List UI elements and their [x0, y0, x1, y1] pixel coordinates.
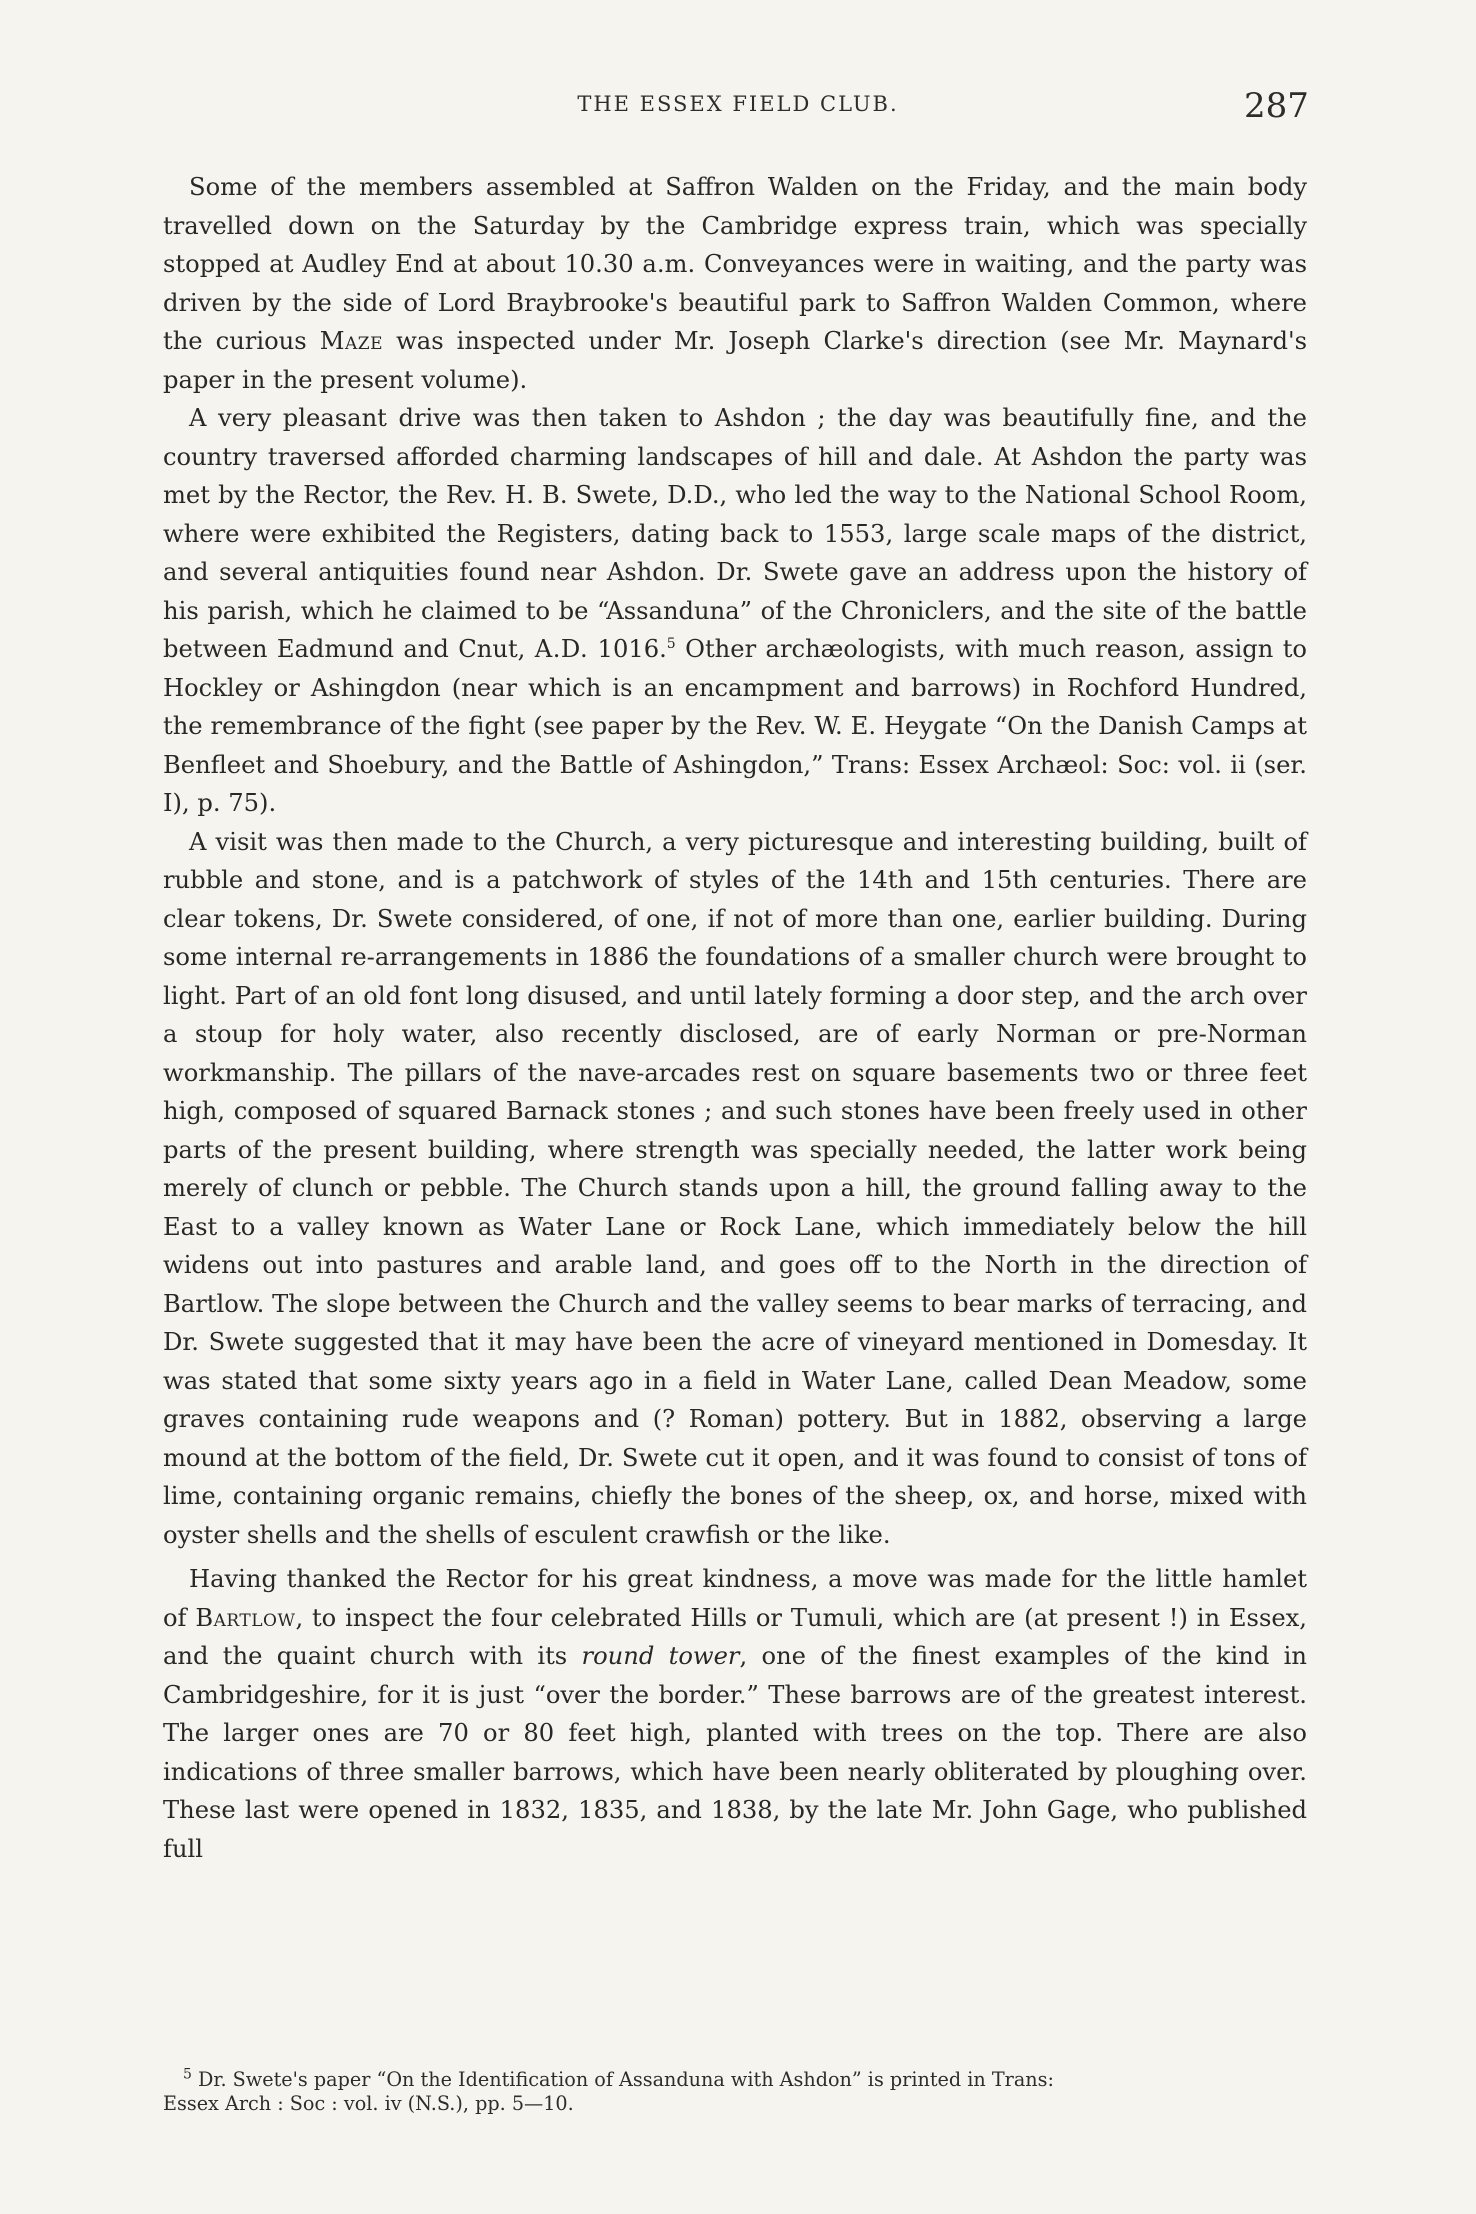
body-text	[163, 168, 1307, 1868]
p4-text-a: Having thanked the Rector for his great kindness, a move was made for the little hamlet of	[163, 1565, 1307, 1632]
p1-text-a: Some of the members assembled at Saffron Walden on the Friday, and the main body travelled down on the Saturday by the Cambridge express train, which was specially stopped at Audley End at about 10.30 a.m. Conveyances were in waiting, and the party was driven by the side of Lord Braybrooke's beautiful park to Saffron Walden Common, where the curious	[163, 173, 1307, 355]
footnote-marker: 5	[183, 2066, 192, 2083]
p4-bartlow: Bartlow	[195, 1603, 296, 1632]
paragraph-1	[163, 168, 1307, 399]
p4-round-tower: round tower	[581, 1642, 740, 1670]
footnote-text-1: Dr. Swete's paper “On the Identification of Assanduna with Ashdon” is printed in Trans:	[191, 2068, 1054, 2091]
paragraph-2	[163, 399, 1307, 823]
p4-text-b: , to inspect the four celebrated Hills or Tumuli, which are (at present !) in Essex, and the quaint church with its	[163, 1603, 1307, 1670]
p4-text-c: , one of the finest examples of the kind in Cambridgeshire, for it is just “over the border.” These barrows are of the greatest interest. The larger ones are 70 or 80 feet high, planted with trees on the top. There are also indications of three smaller barrows, which have been nearly obliterated by ploughing over. These last were opened in 1832, 1835, and 1838, by the late Mr. John Gage, who published full	[163, 1642, 1307, 1863]
footnote	[163, 2068, 1307, 2116]
running-title: THE ESSEX FIELD CLUB.	[577, 92, 899, 116]
footnote-line-1	[163, 2068, 1307, 2092]
footnote-ref: 5	[666, 635, 676, 652]
paragraph-4	[163, 1560, 1307, 1868]
p2-text-a: A very pleasant drive was then taken to Ashdon ; the day was beautifully fine, and the country traversed afforded charming landscapes of hill and dale. At Ashdon the party was met by the Rector, the Rev. H. B. Swete, D.D., who led the way to the National School Room, where were exhibited the Registers, dating back to 1553, large scale maps of the district, and several antiquities found near Ashdon. Dr. Swete gave an address upon the history of his parish, which he claimed to be “Assanduna” of the Chroniclers, and the site of the battle between Eadmund and Cnut,	[163, 404, 1307, 663]
p2-ad: A.D.	[534, 635, 589, 663]
p2-text-c: Other archæologists, with much reason, assign to Hockley or Ashingdon (near which is an encampment and barrows) in Rochford Hundred, the remembrance of the fight (see paper by the Rev. W. E. Heygate “On the Danish Camps at Benfleet and Shoebury, and the Battle of Ashingdon,” Trans: Essex Archæol: Soc: vol. ii (ser. I), p. 75).	[163, 635, 1307, 817]
p1-text-b: was inspected under Mr. Joseph Clarke's direction (see Mr. Maynard's paper in the present volume).	[163, 327, 1308, 394]
footnote-text-2: Essex Arch : Soc : vol. iv (N.S.), pp. 5—10.	[163, 2092, 574, 2115]
paragraph-3: A visit was then made to the Church, a very picturesque and interesting building, built of rubble and stone, and is a patchwork of styles of the 14th and 15th centuries. There are clear tokens, Dr. Swete considered, of one, if not of more than one, earlier building. During some internal re-arrangements in 1886 the foundations of a smaller church were brought to light. Part of an old font long disused, and until lately forming a door step, and the arch over a stoup for holy water, also recently disclosed, are of early Norman or pre-Norman workmanship. The pillars of the nave-arcades rest on square basements two or three feet high, composed of squared Barnack stones ; and such stones have been freely used in other parts of the present building, where strength was specially needed, the latter work being merely of clunch or pebble. The Church stands upon a hill, the ground falling away to the East to a valley known as Water Lane or Rock Lane, which immediately below the hill widens out into pastures and arable land, and goes off to the North in the direction of Bartlow. The slope between the Church and the valley seems to bear marks of terracing, and Dr. Swete suggested that it may have been the acre of vineyard mentioned in Domesday. It was stated that some sixty years ago in a field in Water Lane, called Dean Meadow, some graves containing rude weapons and (? Roman) pottery. But in 1882, observing a large mound at the bottom of the field, Dr. Swete cut it open, and it was found to consist of tons of lime, containing organic remains, chiefly the bones of the sheep, ox, and horse, mixed with oyster shells and the shells of esculent crawfish or the like.	[163, 827, 1307, 1549]
page-number: 287	[1244, 86, 1309, 126]
p1-maze: Maze	[319, 327, 383, 355]
p2-text-b: 1016.	[588, 635, 667, 663]
